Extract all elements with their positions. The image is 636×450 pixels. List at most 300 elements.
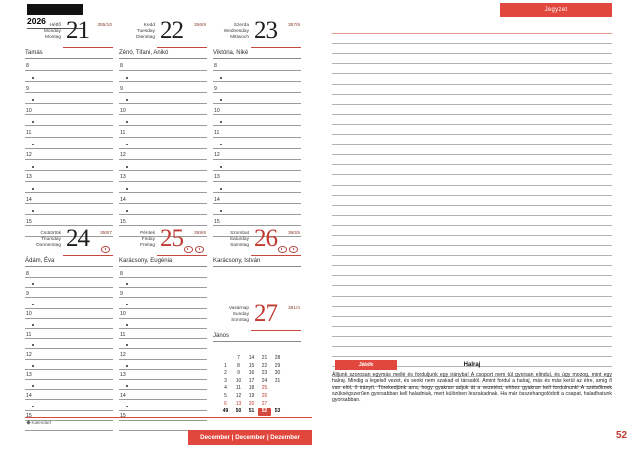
mini-calendar-day: 2 [224, 370, 227, 377]
hour-label: 10 [26, 311, 32, 318]
hour-row [213, 171, 301, 182]
note-line [332, 226, 612, 236]
day-names [25, 23, 61, 41]
hour-row [119, 288, 207, 298]
note-line [332, 297, 612, 307]
mini-calendar-day: 14 [248, 355, 255, 361]
holiday-icon [278, 246, 287, 253]
half-hour-row [25, 204, 113, 215]
day-of-year: 357/8 [287, 23, 300, 28]
day-names [213, 306, 249, 324]
half-hour-row [25, 360, 113, 370]
hour-label: 15 [214, 218, 220, 225]
day-block-saturday [213, 225, 301, 267]
half-hour-dot-icon [220, 99, 222, 101]
hour-row [25, 193, 113, 204]
half-hour-dot-icon [220, 210, 222, 212]
day-name-de: Mittwoch [230, 34, 249, 40]
day-block-content [213, 300, 301, 342]
mini-calendar-day: 19 [248, 392, 255, 399]
week-number: 49 [222, 408, 229, 415]
half-hour-row [119, 400, 207, 410]
note-line [332, 165, 612, 175]
mini-calendar-row [219, 385, 299, 393]
day-name-hu: Péntek [140, 231, 155, 236]
hour-grid [119, 268, 207, 431]
day-name-de: Sonntag [231, 317, 249, 323]
hour-label: 13 [120, 372, 126, 379]
half-hour-dot-icon [126, 77, 128, 79]
hour-row [119, 349, 207, 359]
half-hour-dot-icon [32, 324, 34, 326]
half-hour-row [213, 160, 301, 171]
half-hour-row [25, 182, 113, 193]
note-line [332, 186, 612, 196]
note-line [332, 105, 612, 115]
hour-row [25, 349, 113, 359]
mini-calendar-row [219, 355, 299, 363]
hour-label: 14 [214, 196, 220, 203]
note-line [332, 175, 612, 185]
half-hour-row [25, 339, 113, 349]
mini-calendar-day: 12 [235, 392, 242, 399]
half-hour-row [213, 71, 301, 82]
day-block-thursday [25, 225, 113, 431]
mini-calendar-day: 3 [224, 377, 227, 384]
note-line [332, 347, 612, 357]
half-hour-row [119, 204, 207, 215]
day-name-en: Saturday [229, 236, 249, 242]
hour-row [119, 126, 207, 137]
hour-label: 13 [26, 174, 32, 181]
half-hour-row [25, 115, 113, 126]
hour-row [25, 149, 113, 160]
hour-label: 9 [214, 85, 217, 92]
holiday-icon [289, 246, 298, 253]
half-hour-row [25, 319, 113, 329]
half-hour-dot-icon [126, 324, 128, 326]
note-line [332, 206, 612, 216]
hour-row [213, 126, 301, 137]
hour-label: 14 [120, 196, 126, 203]
hour-label: 13 [26, 372, 32, 379]
hour-label: 9 [120, 290, 123, 297]
hour-label: 8 [120, 63, 123, 70]
hour-label: 8 [26, 270, 29, 277]
hour-label: 15 [26, 218, 32, 225]
day-block-content [213, 17, 301, 237]
hour-row [119, 171, 207, 182]
hour-label: 9 [120, 85, 123, 92]
week-number: 51 [248, 408, 255, 415]
day-names [119, 231, 155, 249]
hour-label: 12 [26, 352, 32, 359]
hour-label: 11 [120, 130, 126, 137]
hour-grid [25, 268, 113, 431]
mini-calendar-day: 7 [237, 355, 240, 361]
mini-calendar-row [219, 378, 299, 386]
game-title: Halraj [463, 362, 481, 368]
day-of-year: 355/10 [97, 23, 112, 28]
page-number: 52 [616, 430, 628, 441]
name-day: Viktória, Niké [213, 48, 301, 59]
half-hour-row [119, 182, 207, 193]
hour-row [119, 390, 207, 400]
hour-label: 11 [26, 130, 32, 137]
half-hour-row [213, 93, 301, 104]
half-hour-dot-icon [32, 365, 34, 367]
mini-calendar-day: 28 [274, 355, 281, 361]
half-hour-dot-icon [32, 144, 34, 146]
note-line [332, 34, 612, 44]
hour-row [25, 60, 113, 71]
note-line [332, 125, 612, 135]
mini-calendar-day: 10 [235, 377, 242, 384]
mini-calendar-day [271, 393, 284, 401]
half-hour-dot-icon [126, 385, 128, 387]
note-line [332, 64, 612, 74]
half-hour-row [213, 182, 301, 193]
day-of-year: 358/7 [99, 231, 112, 236]
day-name-de: Donnerstag [36, 242, 61, 248]
day-name-de: Samstag [230, 242, 249, 248]
half-hour-row [25, 400, 113, 410]
day-header [213, 17, 301, 47]
day-name-de: Freitag [140, 242, 155, 248]
day-of-year: 359/6 [193, 231, 206, 236]
half-hour-dot-icon [32, 385, 34, 387]
hour-label: 12 [214, 152, 220, 159]
day-block-wednesday [213, 17, 301, 237]
month-footer: December | December | Dezember [188, 430, 312, 445]
half-hour-row [119, 115, 207, 126]
week-number: 50 [235, 408, 242, 415]
note-line [332, 135, 612, 145]
half-hour-dot-icon [126, 344, 128, 346]
notes-ruled-area [332, 24, 612, 387]
note-line [332, 54, 612, 64]
holiday-icon [184, 246, 193, 253]
day-name-hu: Csütörtök [40, 231, 61, 236]
half-hour-dot-icon [32, 166, 34, 168]
day-header [119, 225, 207, 255]
day-names [213, 231, 249, 249]
mini-calendar-day: 8 [237, 362, 240, 369]
mini-calendar-day: 9 [237, 370, 240, 377]
half-hour-dot-icon [220, 77, 222, 79]
note-line [332, 145, 612, 155]
mini-calendar-day: 27 [261, 400, 268, 407]
day-name-en: Tuesday [136, 28, 155, 34]
day-number: 25 [160, 225, 183, 252]
week-number: 53 [274, 408, 281, 415]
hour-label: 10 [120, 107, 126, 114]
mini-month-calendar [219, 355, 299, 416]
hour-label: 12 [120, 352, 126, 359]
mini-calendar-day [219, 355, 232, 363]
hour-label: 11 [214, 130, 220, 137]
half-hour-dot-icon [32, 344, 34, 346]
name-day: János [213, 331, 301, 342]
day-block-friday [119, 225, 207, 431]
half-hour-row [25, 380, 113, 390]
mini-calendar-day: 5 [224, 392, 227, 399]
half-hour-dot-icon [32, 121, 34, 123]
day-block-content [25, 17, 113, 237]
mini-calendar-day: 26 [261, 392, 268, 399]
half-hour-dot-icon [220, 188, 222, 190]
mini-calendar-day: 22 [261, 362, 268, 369]
note-line [332, 196, 612, 206]
note-line [332, 327, 612, 337]
mini-calendar-day: 24 [261, 377, 268, 384]
hour-label: 15 [120, 218, 126, 225]
day-block-content [213, 225, 301, 267]
day-number: 24 [66, 225, 89, 252]
day-number: 22 [160, 17, 183, 44]
half-hour-row [25, 93, 113, 104]
day-header [119, 17, 207, 47]
hour-row [25, 126, 113, 137]
day-block-tuesday [119, 17, 207, 237]
hour-label: 14 [120, 392, 126, 399]
hour-label: 10 [26, 107, 32, 114]
half-hour-row [25, 278, 113, 288]
hour-row [25, 309, 113, 319]
note-line [332, 317, 612, 327]
hour-row [25, 268, 113, 278]
hour-row [213, 82, 301, 93]
note-line [332, 95, 612, 105]
hour-row [119, 329, 207, 339]
footer-rule [25, 417, 312, 418]
note-line [332, 24, 612, 34]
note-line [332, 307, 612, 317]
hour-row [25, 82, 113, 93]
game-section [332, 360, 612, 403]
hour-label: 13 [120, 174, 126, 181]
note-line [332, 266, 612, 276]
mini-calendar-day: 1 [224, 362, 227, 369]
hour-row [25, 171, 113, 182]
brand-mark-icon [26, 420, 30, 424]
mini-calendar-day: 11 [235, 385, 242, 392]
half-hour-dot-icon [32, 77, 34, 79]
hour-label: 8 [26, 63, 29, 70]
half-hour-dot-icon [126, 188, 128, 190]
holiday-icon [101, 246, 110, 253]
mini-calendar-day: 21 [261, 355, 268, 361]
half-hour-dot-icon [126, 283, 128, 285]
half-hour-dot-icon [126, 406, 128, 408]
brand-name: Kalendart [31, 420, 52, 425]
half-hour-dot-icon [126, 210, 128, 212]
day-name-en: Wednesday [223, 28, 249, 34]
half-hour-row [213, 204, 301, 215]
mini-calendar-week-row [219, 408, 299, 416]
hour-label: 14 [26, 392, 32, 399]
name-day: Karácsony, Eugénia [119, 256, 207, 267]
half-hour-row [119, 160, 207, 171]
half-hour-row [119, 138, 207, 149]
hour-row [213, 60, 301, 71]
half-hour-dot-icon [220, 144, 222, 146]
day-names [25, 231, 61, 249]
day-header [25, 225, 113, 255]
hour-row [119, 193, 207, 204]
half-hour-row [119, 71, 207, 82]
half-hour-dot-icon [220, 166, 222, 168]
note-line [332, 286, 612, 296]
hour-row [119, 149, 207, 160]
half-hour-row [25, 298, 113, 308]
half-hour-dot-icon [126, 121, 128, 123]
half-hour-row [25, 71, 113, 82]
note-line [332, 216, 612, 226]
hour-row [119, 104, 207, 115]
day-icons [184, 246, 205, 253]
half-hour-row [213, 138, 301, 149]
brand-logo [27, 420, 51, 425]
half-hour-dot-icon [126, 304, 128, 306]
day-number: 27 [254, 300, 277, 327]
half-hour-row [119, 380, 207, 390]
year-cover-tab [27, 4, 83, 15]
hour-row [25, 288, 113, 298]
hour-row [119, 411, 207, 421]
mini-calendar-day: 13 [235, 400, 242, 407]
mini-calendar-row [219, 401, 299, 409]
day-names [213, 23, 249, 41]
hour-row [25, 104, 113, 115]
name-day: Karácsony, István [213, 256, 301, 267]
mini-calendar-day: 4 [224, 385, 227, 392]
half-hour-row [119, 339, 207, 349]
hour-label: 14 [26, 196, 32, 203]
mini-calendar-day: 29 [274, 362, 281, 369]
mini-calendar-day [271, 401, 284, 409]
half-hour-dot-icon [126, 99, 128, 101]
hour-row [119, 60, 207, 71]
half-hour-dot-icon [32, 99, 34, 101]
half-hour-dot-icon [32, 406, 34, 408]
day-names [119, 23, 155, 41]
notes-tab: Jegyzet [500, 3, 612, 17]
name-day: Tamás [25, 48, 113, 59]
day-block-content [25, 225, 113, 431]
mini-calendar-day: 18 [248, 385, 255, 392]
year-label: 2026 [27, 16, 83, 29]
day-name-en: Friday [141, 236, 155, 242]
half-hour-dot-icon [32, 283, 34, 285]
half-hour-row [119, 278, 207, 288]
holiday-icon [195, 246, 204, 253]
mini-calendar-day: 16 [248, 370, 255, 377]
half-hour-dot-icon [126, 144, 128, 146]
note-line [332, 337, 612, 347]
hour-grid [119, 60, 207, 238]
hour-row [119, 309, 207, 319]
hour-label: 10 [214, 107, 220, 114]
game-tag: Játék [335, 360, 397, 370]
hour-label: 8 [214, 63, 217, 70]
half-hour-row [25, 138, 113, 149]
week-number: 52 [258, 408, 271, 416]
half-hour-dot-icon [32, 188, 34, 190]
note-line [332, 44, 612, 54]
day-name-en: Monday [43, 28, 61, 34]
day-header [25, 17, 113, 47]
mini-calendar-day: 30 [274, 370, 281, 377]
day-number: 26 [254, 225, 277, 252]
note-line [332, 236, 612, 246]
note-line [332, 256, 612, 266]
mini-calendar-day: 31 [274, 377, 281, 384]
day-name-en: Thursday [41, 236, 61, 242]
half-hour-row [119, 319, 207, 329]
note-line [332, 155, 612, 165]
mini-calendar-row [219, 363, 299, 371]
day-header [213, 225, 301, 255]
day-block-content [119, 17, 207, 237]
mini-calendar-day: 6 [224, 400, 227, 407]
hour-row [25, 390, 113, 400]
hour-label: 11 [26, 331, 32, 338]
note-line [332, 276, 612, 286]
day-name-de: Montag [45, 34, 61, 40]
half-hour-row [25, 160, 113, 171]
hour-row [25, 329, 113, 339]
day-name-hu: Szombat [230, 231, 249, 236]
hour-row [119, 82, 207, 93]
mini-calendar-row [219, 370, 299, 378]
hour-grid [213, 60, 301, 238]
day-icons [278, 246, 299, 253]
day-name-hu: Vasárnap [228, 306, 249, 311]
hour-label: 13 [214, 174, 220, 181]
day-header [213, 300, 301, 330]
day-of-year: 360/5 [287, 231, 300, 236]
half-hour-row [213, 115, 301, 126]
note-line [332, 115, 612, 125]
day-block-sunday [213, 300, 301, 342]
mini-calendar-day: 20 [248, 400, 255, 407]
hour-label: 12 [26, 152, 32, 159]
note-line [332, 74, 612, 84]
hour-row [119, 370, 207, 380]
half-hour-dot-icon [32, 304, 34, 306]
day-block-monday [25, 17, 113, 237]
mini-calendar-day: 17 [248, 377, 255, 384]
day-name-hu: Kedd [143, 23, 155, 28]
mini-calendar-row [219, 393, 299, 401]
hour-row [25, 370, 113, 380]
hour-label: 10 [120, 311, 126, 318]
day-of-year: 356/9 [193, 23, 206, 28]
name-day: Zénó, Tifani, Anikó [119, 48, 207, 59]
mini-calendar-day: 25 [261, 385, 268, 392]
day-number: 23 [254, 17, 277, 44]
half-hour-dot-icon [32, 210, 34, 212]
hour-row [119, 268, 207, 278]
hour-label: 11 [120, 331, 126, 338]
day-name-hu: Hétfő [49, 23, 61, 28]
day-block-content [119, 225, 207, 431]
game-text: Álljunk szorosan egymás mellé és forduljunk egy irányba! A csoport nem túl gyorsan elindul, és úgy mozog, mint egy halraj. Mindig a legelső vezet, és senki nem szakad el társaitól. Amint fordul a halraj, más és más kerül az élre, amíg ő van elöl, ő irányít. Törekedjünk arra, hogy gyakran adjuk át a vezetést, ehhez gyakran kell fordulnunk! A szélsőknek szükségszerűen gyorsabban kell haladniuk, mert különben leszakadnak. Ha már összehangolódott a csapat, haladhatunk gyorsabban. [332, 372, 612, 404]
half-hour-row [119, 360, 207, 370]
hour-label: 8 [120, 270, 123, 277]
day-name-en: Sunday [232, 311, 249, 317]
